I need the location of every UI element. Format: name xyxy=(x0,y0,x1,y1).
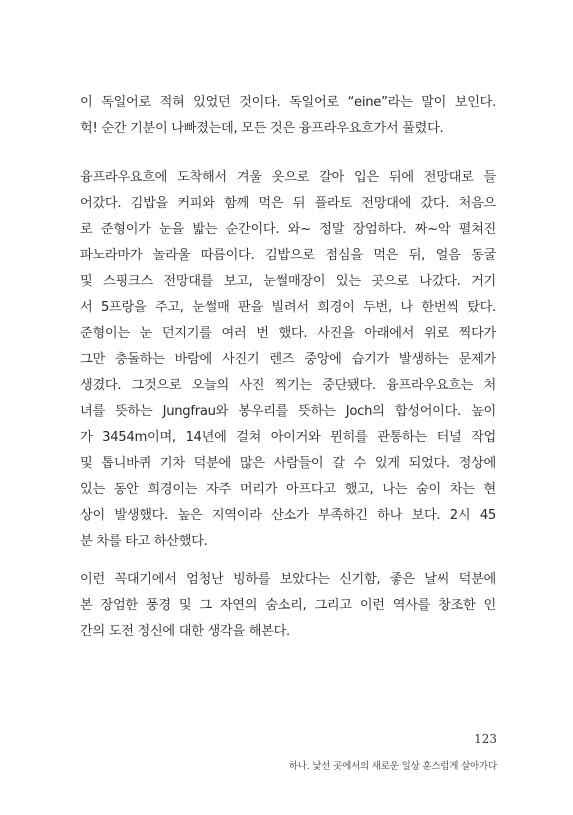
text-line: 본 장엄한 풍경 및 그 자연의 숨소리, 그리고 이런 역사를 창조한 인 xyxy=(80,598,496,613)
text-line: 및 스핑크스 전망대를 보고, 눈썰매장이 있는 곳으로 나갔다. 거기 xyxy=(80,274,496,289)
running-footer-title: 하나. 낯선 곳에서의 새로운 일상 훈스럽게 살아가다 xyxy=(288,761,497,772)
text-line: 그만 충돌하는 바람에 사진기 렌즈 중앙에 습기가 발생하는 문제가 xyxy=(80,352,496,367)
text-line: 간의 도전 정신에 대한 생각을 해본다. xyxy=(80,624,290,639)
text-line: 융프라우요흐에 도착해서 겨울 옷으로 갈아 입은 뒤에 전망대로 들 xyxy=(80,170,496,185)
text-line: 이 독일어로 적혀 있었던 것이다. 독일어로 “eine”라는 말이 보인다. xyxy=(80,95,496,110)
paragraph-1 xyxy=(80,90,496,142)
paragraph-2 xyxy=(80,165,496,555)
text-line: 상이 발생했다. 높은 지역이라 산소가 부족하긴 하나 보다. 2시 45 xyxy=(80,508,496,523)
text-line: 생겼다. 그것으로 오늘의 사진 찍기는 중단됐다. 융프라우요흐는 처 xyxy=(80,378,496,393)
text-line: 분 차를 타고 하산했다. xyxy=(80,534,208,549)
text-line: 파노라마가 놀라울 따름이다. 김밥으로 점심을 먹은 뒤, 얼음 동굴 xyxy=(80,248,496,263)
paragraph-3 xyxy=(80,567,496,645)
text-line: 있는 동안 희경이는 자주 머리가 아프다고 했고, 나는 숨이 차는 현 xyxy=(80,482,496,497)
text-line: 및 톱니바퀴 기차 덕분에 많은 사람들이 갈 수 있게 되었다. 정상에 xyxy=(80,456,496,471)
text-line: 어갔다. 김밥을 커피와 함께 먹은 뒤 플라토 전망대에 갔다. 처음으 xyxy=(80,196,496,211)
text-line: 헉! 순간 기분이 나빠졌는데, 모든 것은 융프라우요흐가서 풀렸다. xyxy=(80,121,444,136)
text-line: 준형이는 눈 던지기를 여러 번 했다. 사진을 아래에서 위로 찍다가 xyxy=(80,326,496,341)
page-number: 123 xyxy=(474,732,497,746)
text-line: 가 3454m이며, 14년에 걸쳐 아이거와 뮌히를 관통하는 터널 작업 xyxy=(80,430,496,445)
text-line: 이런 꼭대기에서 엄청난 빙하를 보았다는 신기함, 좋은 날씨 덕분에 xyxy=(80,572,496,587)
text-line: 로 준형이가 눈을 밟는 순간이다. 와~ 정말 장엄하다. 짜~악 펼쳐진 xyxy=(80,222,496,237)
text-line: 서 5프랑을 주고, 눈썰매 판을 빌려서 희경이 두번, 나 한번씩 탔다. xyxy=(80,300,496,315)
text-line: 녀를 뜻하는 Jungfrau와 봉우리를 뜻하는 Joch의 합성어이다. 높이 xyxy=(80,404,496,419)
